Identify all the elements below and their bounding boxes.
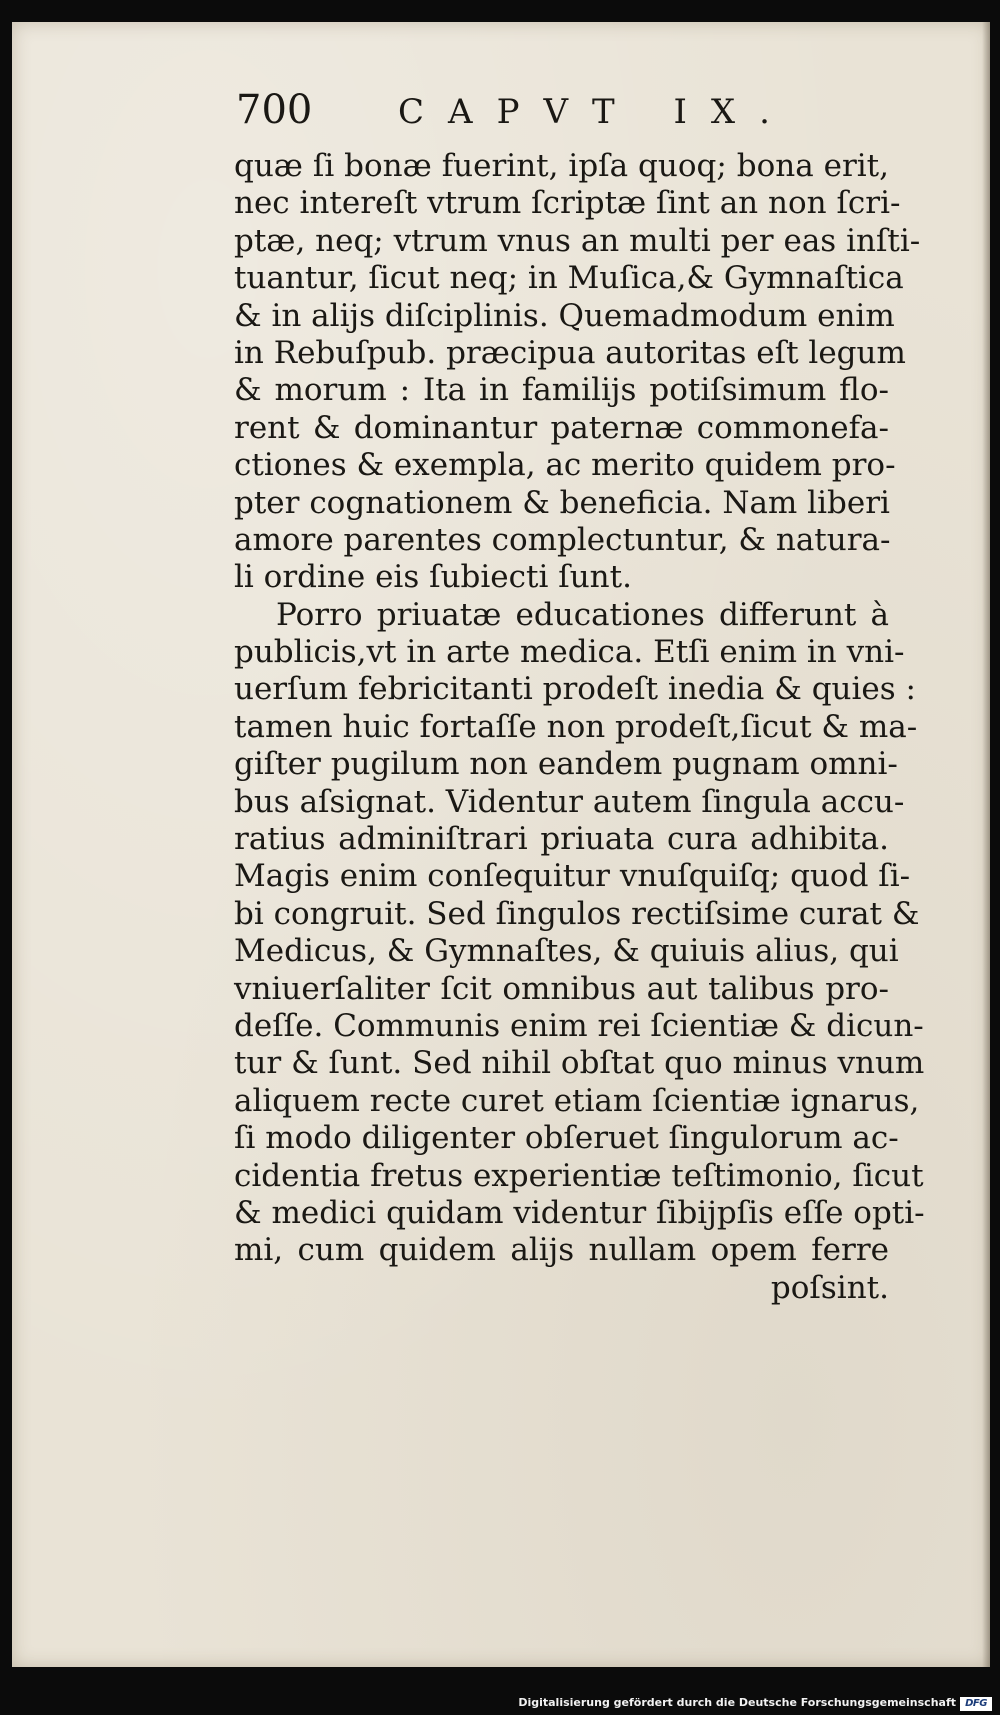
text-line: bi congruit. Sed ſingulos rectiſsime curat & — [234, 895, 920, 932]
running-head — [236, 84, 836, 136]
text-line: ctiones & exempla, ac merito quidem pro- — [234, 447, 896, 484]
text-line: & medici quidam videntur ſibijpſis eſſe opti- — [234, 1194, 925, 1231]
text-line: in Rebuſpub. præcipua autoritas eſt legum — [234, 334, 906, 371]
text-line: tamen huic fortaſſe non prodeſt,ſicut & ma- — [234, 708, 918, 745]
text-line: tur & ſunt. Sed nihil obſtat quo minus vnum — [234, 1045, 925, 1082]
text-line-paragraph-start: Porro priuatæ educationes differunt à — [276, 596, 889, 633]
text-line: rent & dominantur paternæ commonefa- — [234, 409, 889, 446]
text-line: vniuerſaliter ſcit omnibus aut talibus pro- — [234, 970, 889, 1007]
text-line: giſter pugilum non eandem pugnam omni- — [234, 746, 898, 783]
text-line: bus aſsignat. Videntur autem ſingula accu- — [234, 783, 905, 820]
digitization-credit: Digitalisierung gefördert durch die Deutsche Forschungsgemeinschaft — [518, 1696, 956, 1709]
text-line: li ordine eis ſubiecti ſunt. — [234, 559, 632, 596]
text-line: ratius adminiſtrari priuata cura adhibita. — [234, 821, 889, 858]
text-line: & morum : Ita in familijs potiſsimum flo- — [234, 372, 889, 409]
text-line: ptæ, neq; vtrum vnus an multi per eas inſti- — [234, 222, 921, 259]
catchword-line: poſsint. — [770, 1269, 889, 1306]
body-text — [234, 148, 925, 1307]
text-line: tuantur, ſicut neq; in Muſica,& Gymnaſtica — [234, 260, 904, 297]
text-line: nec intereſt vtrum ſcriptæ ſint an non ſcri- — [234, 185, 901, 222]
text-line: amore parentes complectuntur, & natura- — [234, 521, 891, 558]
chapter-heading: CAPVT IX. — [398, 92, 794, 132]
text-line: mi, cum quidem alijs nullam opem ferre — [234, 1232, 889, 1269]
text-line: cidentia fretus experientiæ teſtimonio, ſicut — [234, 1157, 924, 1194]
text-line: ſi modo diligenter obſeruet ſingulorum ac- — [234, 1120, 899, 1157]
page-number: 700 — [236, 87, 313, 133]
text-line: & in alijs diſciplinis. Quemadmodum enim — [234, 297, 895, 334]
text-line: pter cognationem & beneficia. Nam liberi — [234, 484, 890, 521]
page-edge-shadow — [982, 22, 990, 1667]
text-line: Magis enim conſequitur vnuſquiſq; quod ſi- — [234, 858, 911, 895]
dfg-logo: DFG — [960, 1697, 992, 1711]
text-line: uerſum febricitanti prodeſt inedia & quies : — [234, 671, 916, 708]
text-line: deſſe. Communis enim rei ſcientiæ & dicun- — [234, 1007, 924, 1044]
text-line: publicis,vt in arte medica. Etſi enim in vni- — [234, 634, 905, 671]
text-line: quæ ſi bonæ fuerint, ipſa quoq; bona erit, — [234, 148, 889, 184]
text-line: Medicus, & Gymnaſtes, & quiuis alius, qui — [234, 933, 899, 970]
book-page — [12, 22, 990, 1667]
text-line: aliquem recte curet etiam ſcientiæ ignarus, — [234, 1082, 920, 1119]
